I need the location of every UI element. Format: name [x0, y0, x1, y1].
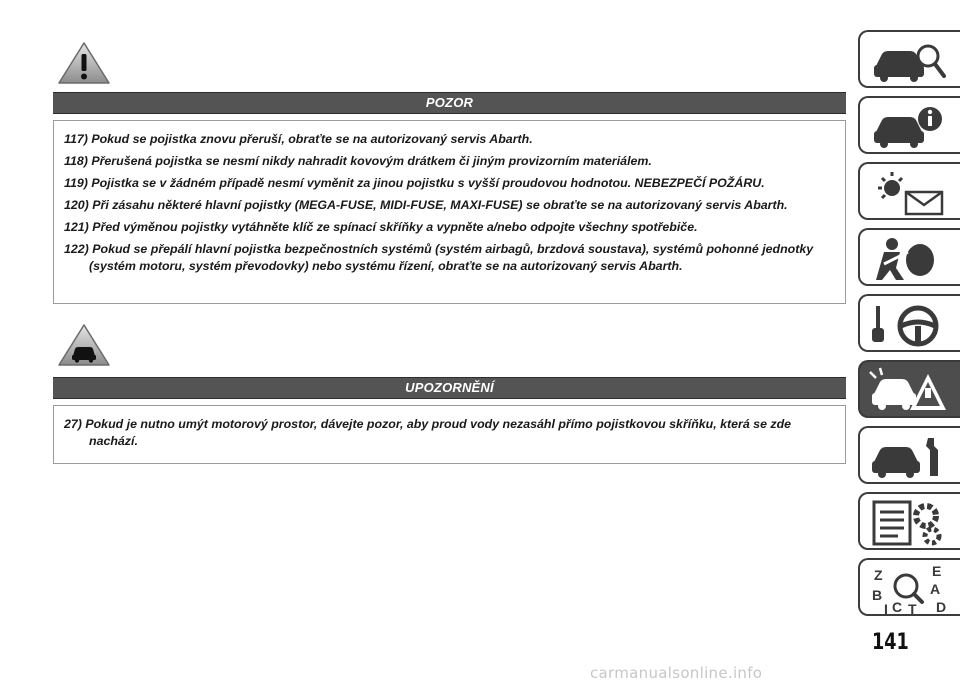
index-letter: E — [932, 564, 942, 579]
car-info-icon — [868, 102, 948, 152]
tab-warning-lights[interactable] — [858, 162, 960, 220]
list-item: 121) Před výměnou pojistky vytáhněte klíč ze spínací skříňky a vypněte a/nebo odpojte všechny spotřebiče. — [64, 220, 698, 234]
index-letter: I — [884, 601, 888, 616]
tab-alphabetical-index[interactable] — [858, 558, 960, 616]
tab-car-emergency[interactable] — [858, 360, 960, 418]
car-emergency-icon — [868, 366, 948, 416]
tab-technical-data[interactable] — [858, 492, 960, 550]
technical-data-icon — [868, 498, 948, 548]
page-number: 141 — [872, 630, 909, 655]
car-maintenance-icon — [868, 432, 948, 482]
warning-lights-icon — [868, 168, 948, 218]
index-letter: A — [930, 581, 941, 597]
list-item: 122) Pokud se přepálí hlavní pojistka bezpečnostních systémů (systém airbagů, brzdová soustava), systémů pohonné jednotky (systém motoru, systém převodovky) nebo systému řízení, obraťte se na autorizovaný servis Abarth. — [64, 242, 814, 273]
index-letter: C — [892, 599, 903, 615]
watermark: carmanualsonline.info — [590, 664, 763, 682]
airbag-safety-icon — [868, 234, 948, 284]
car-warning-icon — [56, 322, 112, 368]
notice-list-box — [53, 405, 846, 464]
index-letter: Z — [874, 567, 883, 583]
steering-wheel-icon — [868, 300, 948, 350]
tab-car-maintenance[interactable] — [858, 426, 960, 484]
list-item: 119) Pojistka se v žádném případě nesmí vyměnit za jinou pojistku s vyšší proudovou hodnotou. NEBEZPEČÍ POŽÁRU. — [64, 176, 765, 190]
car-search-icon — [868, 36, 948, 86]
tab-airbag-safety[interactable] — [858, 228, 960, 286]
tab-car-info[interactable] — [858, 96, 960, 154]
alphabetical-index-icon — [868, 564, 954, 616]
index-letter: T — [908, 601, 917, 616]
index-letter: D — [936, 599, 947, 615]
list-item: 118) Přerušená pojistka se nesmí nikdy nahradit kovovým drátkem či jiným provizorním materiálem. — [64, 154, 652, 168]
section-header-pozor: POZOR — [53, 92, 846, 114]
list-item: 120) Při zásahu některé hlavní pojistky (MEGA-FUSE, MIDI-FUSE, MAXI-FUSE) se obraťte se na autorizovaný servis Abarth. — [64, 198, 788, 212]
section-header-upozorneni: UPOZORNĚNÍ — [53, 377, 846, 399]
list-item: 27) Pokud je nutno umýt motorový prostor, dávejte pozor, aby proud vody nezasáhl přímo pojistkovou skříňku, která se zde nachází. — [64, 417, 792, 448]
tab-steering-wheel[interactable] — [858, 294, 960, 352]
tab-car-search[interactable] — [858, 30, 960, 88]
warning-list-box — [53, 120, 846, 304]
index-letter: B — [872, 587, 883, 603]
list-item: 117) Pokud se pojistka znovu přeruší, obraťte se na autorizovaný servis Abarth. — [64, 132, 533, 146]
exclamation-warning-icon — [56, 40, 112, 86]
